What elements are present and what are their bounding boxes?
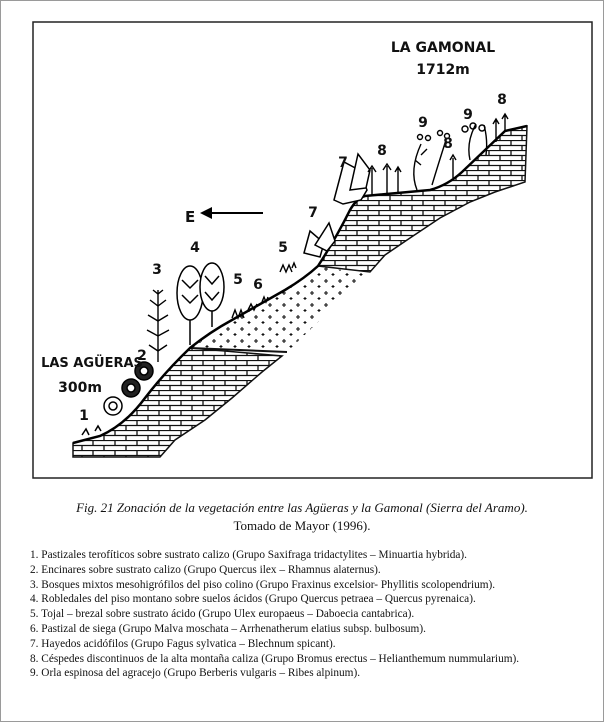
zone-number: 9 [463, 107, 473, 123]
zone-number: 4 [190, 240, 200, 256]
direction-arrow-east [185, 207, 263, 226]
vegetation-zone-3 [147, 290, 169, 362]
svg-text:E: E [185, 208, 196, 226]
legend-item: 6. Pastizal de siega (Grupo Malva moschata – Arrhenatherum elatius subsp. bulbosum). [30, 622, 426, 635]
legend-item: 4. Robledales del piso montano sobre suelos ácidos (Grupo Quercus petraea – Quercus pyrenaica). [30, 593, 476, 606]
legend-item: 9. Orla espinosa del agracejo (Grupo Berberis vulgaris – Ribes alpinum). [30, 667, 361, 680]
zone-number: 5 [278, 240, 288, 256]
legend-item: 3. Bosques mixtos mesohigrófilos del piso colino (Grupo Fraxinus excelsior- Phyllitis scolopendrium). [30, 578, 496, 591]
zone-number: 7 [308, 205, 318, 221]
legend-item: 5. Tojal – brezal sobre sustrato ácido (Grupo Ulex europaeus – Daboecia cantabrica). [30, 608, 415, 621]
zone-number: 2 [137, 348, 147, 364]
zone-number: 8 [377, 143, 387, 159]
zone-number: 6 [253, 277, 263, 293]
figure-caption: Fig. 21 Zonación de la vegetación entre las Agüeras y la Gamonal (Sierra del Aramo). [76, 500, 528, 515]
legend-item: 8. Céspedes discontinuos de la alta montaña caliza (Grupo Bromus erectus – Helianthemum nummularium). [30, 652, 520, 665]
legend-item: 2. Encinares sobre sustrato calizo (Grupo Quercus ilex – Rhamnus alaternus). [30, 563, 381, 576]
peak-name: LA GAMONAL [390, 40, 496, 56]
legend-list [30, 548, 519, 681]
zone-number: 8 [497, 92, 507, 108]
zone-number: 9 [418, 115, 428, 131]
base-altitude: 300m [58, 380, 102, 396]
legend-item: 1. Pastizales terofíticos sobre sustrato calizo (Grupo Saxifraga tridactylites – Minuartia hybrida). [30, 549, 467, 561]
base-name: LAS AGÜERAS [41, 356, 143, 371]
zone-number: 7 [338, 155, 348, 171]
zone-number: 1 [79, 408, 89, 424]
legend-item: 7. Hayedos acidófilos (Grupo Fagus sylvatica – Blechnum spicant). [30, 637, 336, 650]
peak-altitude: 1712m [416, 62, 470, 78]
figure-source: Tomado de Mayor (1996). [233, 518, 371, 533]
zone-number: 3 [152, 262, 162, 278]
zone-number: 8 [443, 136, 453, 152]
zone-number: 5 [233, 272, 243, 288]
